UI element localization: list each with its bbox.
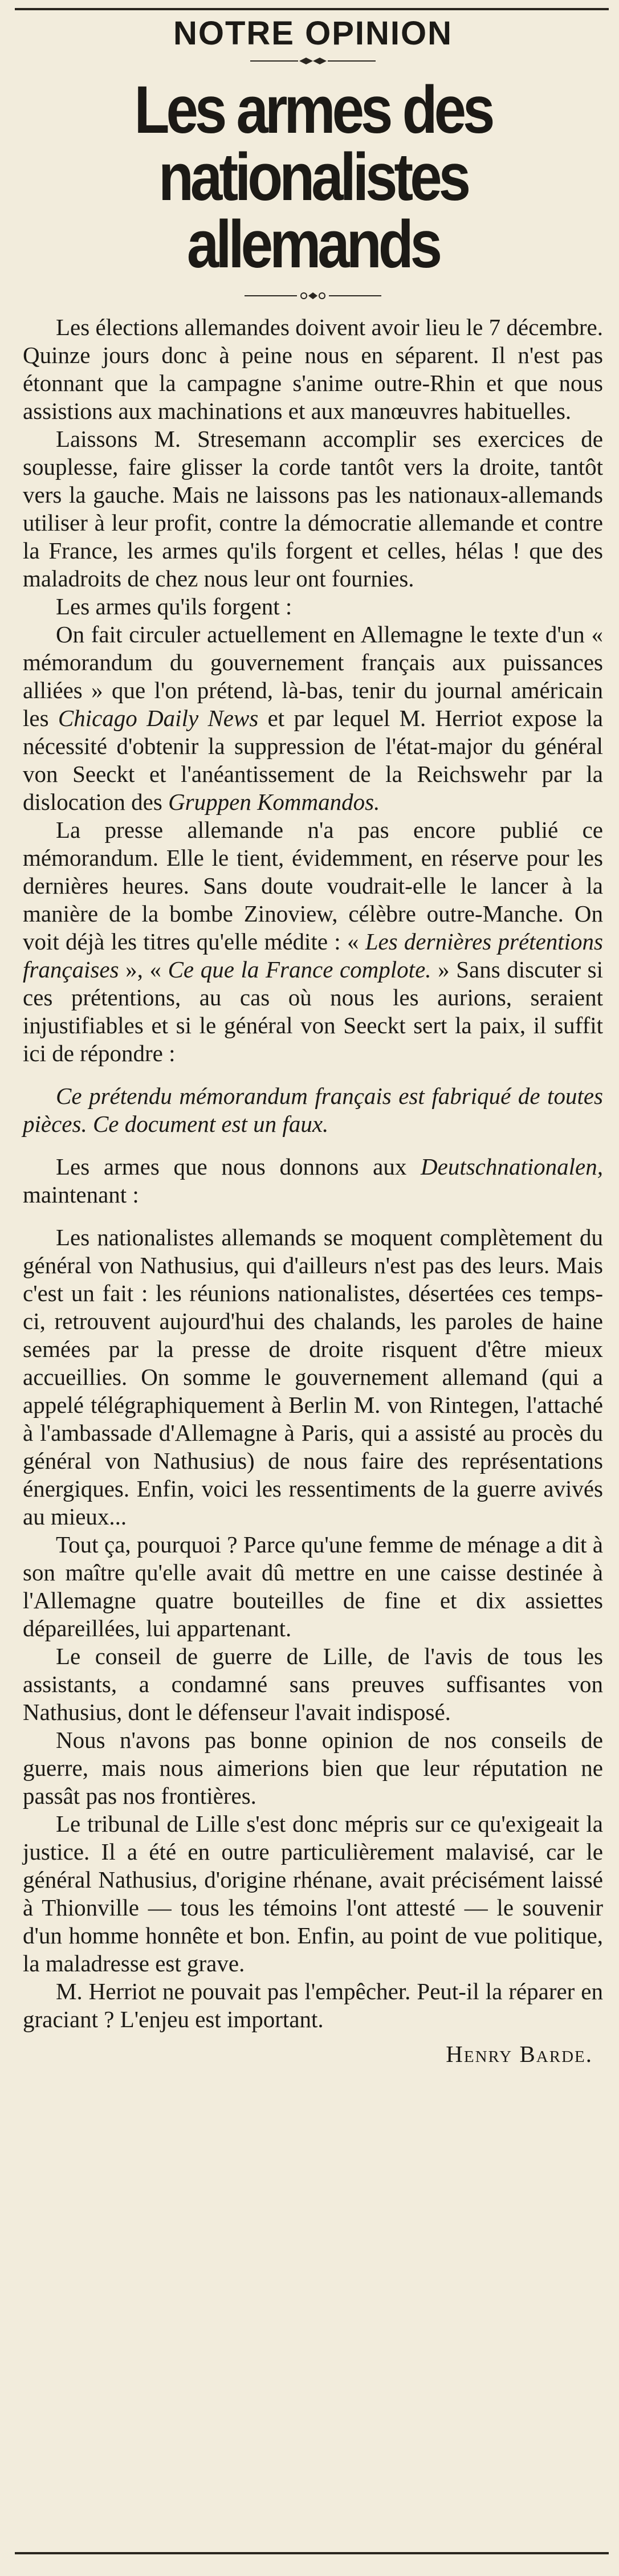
newspaper-title: Chicago Daily News bbox=[58, 705, 259, 731]
ornament-divider-icon bbox=[250, 55, 376, 67]
deutschnationalen: Deutschnationalen, bbox=[421, 1154, 603, 1180]
quoted-title-2: Ce que la France complote. bbox=[168, 956, 431, 983]
headline-line-1: Les armes des nationalistes bbox=[134, 72, 492, 215]
paragraph-spacer bbox=[23, 1209, 603, 1224]
paragraph-2: Laissons M. Stresemann accomplir ses exercices de souplesse, faire glisser la corde tantôt vers la droite, tantôt vers la gauche. Mais ne laissons pas les nationaux-allemands utiliser à leur profit, contre la démocratie allemande et contre la France, les armes qu'ils forgent et celles, hélas ! que des maladroits de chez nous leur ont fournies. bbox=[23, 426, 603, 592]
quoted-title-1: Les dernières prétentions françaises bbox=[23, 928, 604, 983]
top-rule bbox=[15, 8, 609, 10]
emphasis-statement: Ce prétendu mémorandum français est fabriqué de toutes pièces. Ce document est un faux. bbox=[23, 1083, 603, 1137]
paragraph-5-text-a: La presse allemande n'a pas encore publié ce mémorandum. Elle le tient, évidemment, en réserve pour les dernières heures. Sans doute voudrait-elle le lancer à la manière de la bombe Zinoview, célèbre outre-Manche. On voit déjà les titres qu'elle médite : « bbox=[23, 817, 603, 955]
article-body bbox=[23, 313, 603, 2068]
paragraph-11: Le tribunal de Lille s'est donc mépris sur ce qu'exigeait la justice. Il a été en outre particulièrement malavisé, car le général Nathusius, d'origine rhénane, avait précisément laissé à Thionville — tous les témoins l'ont attesté — le souvenir d'un homme honnête et bon. Enfin, au point de vue politique, la maladresse est grave. bbox=[23, 1811, 603, 1976]
ornament-divider-icon bbox=[245, 290, 381, 302]
rubric-ornament bbox=[23, 54, 603, 68]
paragraph-4 bbox=[23, 621, 603, 816]
gruppen-kommandos: Gruppen Kommandos. bbox=[168, 789, 380, 815]
paragraph-5 bbox=[23, 816, 603, 1067]
paragraph-7: Les nationalistes allemands se moquent complètement du général von Nathusius, qui d'ailleurs n'est pas des leurs. Mais c'est un fait : les réunions nationalistes, désertées ces temps-ci, retrouvent aujourd'hui des chalands, les paroles de haine semées par la presse de droite risquent d'être mieux accueillies. On somme le gouvernement allemand (qui a appelé télégraphiquement à Berlin M. von Rintegen, l'attaché à l'ambassade d'Allemagne à Paris, qui a assisté au procès du général von Nathusius) de nous faire des représentations énergiques. Enfin, voici les ressentiments de la guerre avivés au mieux... bbox=[23, 1224, 603, 1530]
paragraph-spacer bbox=[23, 1067, 603, 1082]
paragraph-9: Le conseil de guerre de Lille, de l'avis de tous les assistants, a condamné sans preuves suffisantes von Nathusius, dont le défenseur l'avait indisposé. bbox=[23, 1643, 603, 1725]
paragraph-emphasis bbox=[23, 1082, 603, 1138]
bottom-rule bbox=[15, 2552, 609, 2554]
paragraph-6 bbox=[23, 1153, 603, 1209]
paragraph-1: Les élections allemandes doivent avoir lieu le 7 décembre. Quinze jours donc à peine nous en séparent. Il n'est pas étonnant que la campagne s'anime outre-Rhin et que nous assistions aux machinations et aux manœuvres habituelles. bbox=[23, 314, 603, 424]
paragraph-6-text-b: maintenant : bbox=[23, 1181, 139, 1208]
paragraph-3: Les armes qu'ils forgent : bbox=[56, 593, 292, 619]
headline-line-2: allemands bbox=[186, 207, 439, 282]
paragraph-10: Nous n'avons pas bonne opinion de nos conseils de guerre, mais nous aimerions bien que leur réputation ne passât pas nos frontières. bbox=[23, 1727, 603, 1809]
paragraph-spacer bbox=[23, 1138, 603, 1153]
headline-ornament bbox=[23, 287, 603, 304]
section-rubric: NOTRE OPINION bbox=[173, 15, 453, 52]
author-signature: Henry Barde. bbox=[446, 2041, 593, 2067]
article-headline bbox=[63, 72, 562, 282]
paragraph-4-text-b: et par lequel M. Herriot expose la nécessité d'obtenir la suppression de l'état-major du général von Seeckt et l'anéantissement de la Reichswehr par la dislocation des bbox=[23, 705, 603, 815]
paragraph-8: Tout ça, pourquoi ? Parce qu'une femme de ménage a dit à son maître qu'elle avait dû mettre en une caisse destinée à l'Allemagne quatre bouteilles de fine et dix assiettes dépareillées, lui appartenant. bbox=[23, 1531, 603, 1641]
paragraph-6-text-a: Les armes que nous donnons aux bbox=[56, 1154, 407, 1180]
paragraph-4-text-a: On fait circuler actuellement en Allemagne le texte d'un « mémorandum du gouvernement français aux puissances alliées » que l'on prétend, là-bas, tenir du journal américain les bbox=[23, 621, 603, 731]
paragraph-5-text-b: », « bbox=[125, 956, 161, 983]
paragraph-5-text-c: » Sans discuter si ces prétentions, au cas où nous les aurions, seraient injustifiables et si le général von Seeckt sert la paix, il suffit ici de répondre : bbox=[23, 956, 603, 1066]
paragraph-12: M. Herriot ne pouvait pas l'empêcher. Peut-il la réparer en graciant ? L'enjeu est important. bbox=[23, 1978, 603, 2032]
